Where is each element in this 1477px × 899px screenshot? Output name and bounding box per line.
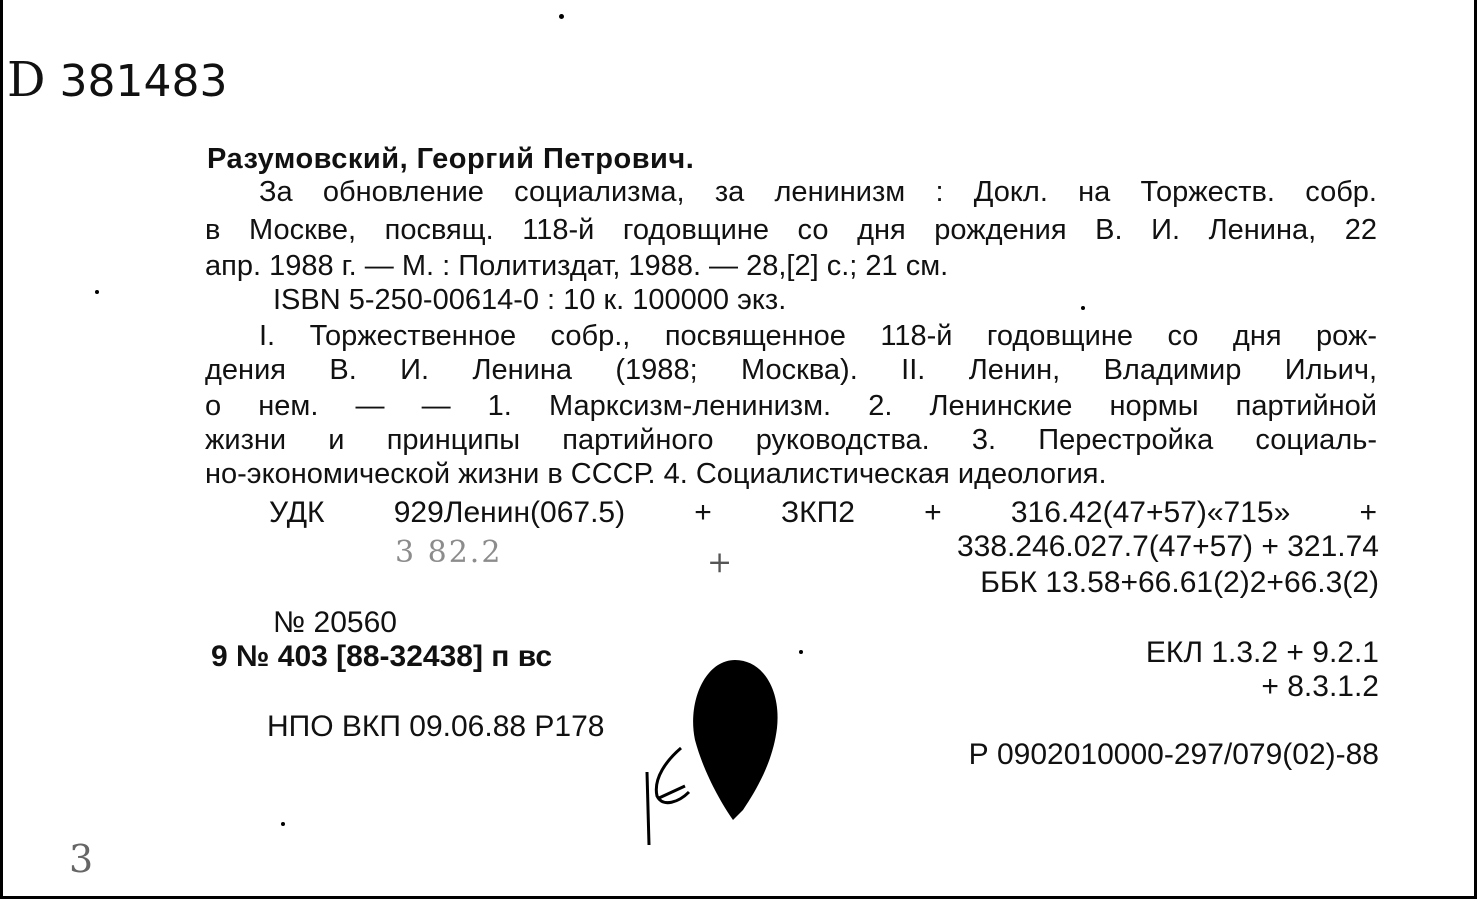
subjects-line-1: I. Торжественное собр., посвященное 118-й годовщине со дня рож- bbox=[259, 320, 1377, 352]
subjects-line-2: дения В. И. Ленина (1988; Москва). II. Ленин, Владимир Ильич, bbox=[205, 354, 1377, 386]
npo-line: НПО ВКП 09.06.88 Р178 bbox=[267, 710, 605, 743]
ink-dot bbox=[799, 650, 803, 654]
handwritten-note: 3 82.2 bbox=[395, 535, 503, 570]
subjects-line-3: о нем. — — 1. Марксизм-ленинизм. 2. Ленинские нормы партийной bbox=[205, 390, 1377, 422]
subjects-line-5: но-экономической жизни в СССР. 4. Социалистическая идеология. bbox=[205, 458, 1107, 490]
ink-dot bbox=[1081, 306, 1085, 310]
corner-mark: 3 bbox=[69, 837, 94, 881]
subjects-line-4: жизни и принципы партийного руководства. 3. Перестройка социаль- bbox=[205, 424, 1377, 456]
title-line-2: в Москве, посвящ. 118-й годовщине со дня рождения В. И. Ленина, 22 bbox=[205, 214, 1377, 246]
inventory-number bbox=[7, 52, 228, 108]
ink-dot bbox=[559, 14, 564, 19]
price-code: Р 0902010000-297/079(02)-88 bbox=[968, 738, 1379, 771]
inventory-prefix: D bbox=[7, 52, 46, 108]
ekl-line-1: ЕКЛ 1.3.2 + 9.2.1 bbox=[1145, 636, 1379, 669]
ekl-line-2: + 8.3.1.2 bbox=[1261, 670, 1379, 703]
order-line: 9 № 403 [88-32438] п вс bbox=[211, 640, 553, 673]
inventory-number-value: 381483 bbox=[59, 56, 228, 107]
record-number: № 20560 bbox=[273, 606, 397, 639]
ink-dot bbox=[281, 822, 285, 826]
catalog-card bbox=[3, 0, 1474, 896]
ink-blot-stamp bbox=[623, 640, 823, 860]
author-heading: Разумовский, Георгий Петрович. bbox=[207, 143, 695, 175]
udk-continuation: 338.246.027.7(47+57) + 321.74 bbox=[956, 530, 1379, 563]
handwritten-plus: + bbox=[707, 545, 733, 580]
ink-dot bbox=[95, 290, 99, 294]
title-line-1: За обновление социализма, за ленинизм : Докл. на Торжеств. собр. bbox=[259, 176, 1377, 208]
udk-line: УДК 929Ленин(067.5) + ЗКП2 + 316.42(47+57)«715» + bbox=[269, 496, 1377, 529]
title-line-3: апр. 1988 г. — М. : Политиздат, 1988. — 28,[2] с.; 21 см. bbox=[205, 250, 949, 282]
bbk-line: ББК 13.58+66.61(2)2+66.3(2) bbox=[980, 566, 1379, 599]
isbn-line: ISBN 5-250-00614-0 : 10 к. 100000 экз. bbox=[273, 284, 787, 316]
